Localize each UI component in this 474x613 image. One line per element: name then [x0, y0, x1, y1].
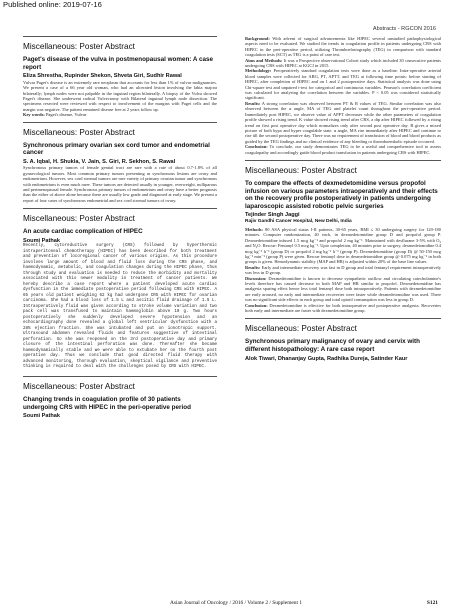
abstract-coagulation-heading	[23, 376, 217, 420]
abstract-vulva	[23, 36, 217, 118]
article-authors: Soumi Pathak	[23, 237, 60, 244]
conclusion-label: Conclusion:	[245, 302, 268, 308]
article-authors: Soumi Pathak	[23, 413, 60, 420]
discussion-label: Discussion:	[245, 275, 267, 281]
article-authors: Tejinder Singh Jaggi	[245, 212, 300, 219]
article-title: Synchronous primary ovarian sex cord tumor and endometrial cancer	[23, 141, 210, 157]
conclusion-paragraph	[245, 144, 441, 155]
background-text: With advent of surgical advancements like HIPEC several unstudied pathophysiological aspects need to be evaluated. We studied the trends in coagulation profile in patients undergoing CRS with HIPEC in the peri-operative period, utilizing Thromboelastography (TEG) in comparison with standard coagulation tests (SCT) as TEG is a point of care test.	[245, 36, 441, 58]
aims-text: It was a Prospective observational Cohort study which included 30 consecutive patients undergoing CRS with HIPEC at KGCI in 2015.	[245, 57, 441, 69]
article-authors: S. A. Iqbal, H. Shukla, V. Jain, S. Giri, R. Sekhon, S. Rawal	[23, 158, 176, 165]
methodology-label: Methodology:	[245, 68, 272, 74]
section-heading: Miscellaneous: Poster Abstract	[23, 36, 217, 51]
background-label: Background:	[245, 36, 270, 41]
results-paragraph	[245, 265, 441, 276]
discussion-paragraph	[245, 276, 441, 303]
abstract-synchronous-cervix	[245, 318, 441, 362]
running-head: Abstracts - RGCON 2016	[372, 26, 436, 32]
keywords-label: Key words:	[23, 112, 45, 118]
article-affiliation: Rajiv Gandhi Cancer Hospital, New Delhi, India	[245, 218, 352, 224]
results-paragraph	[245, 101, 441, 144]
section-heading: Miscellaneous: Poster Abstract	[23, 122, 217, 137]
abstract-synchronous-ovarian	[23, 122, 217, 209]
keywords-text: Paget's disease, Vulvar	[44, 112, 87, 118]
abstract-body: Recently, cytoreductive surgery (CRS) followed by hyperthermic intraperitoneal chemotherapy (HIPEC) has been described for both treatment and prevention of locoregional cancer of various origins. As this procedure involves large amount of blood and fluid loss during the CRS phase, and haemodynamic, metabolic, and coagulation changes during the HIPEC phase, thus through study and evaluation is needed to reduce the morbidity and mortality associated with this newer modality in treatment of cancer patients. We hereby describe a case report where a patient developed acute cardiac dysfunction in the immediate postoperative period following CRS with HIPEC. A 65 years old patient weighing 62 kg had undergone CRS with HIPEC for ovarian carcinoma. She had a blood loss of 1.5 L and ascitic fluid drainage of 1.5 L. Intraoperatively fluid was given according to stroke volume variation and two pack cell was transfused to maintain haemoglobin above 10 g. Two hours postoperatively she suddenly developed severe hypotension and an echocardiography done revealed a global left ventricular dysfunction with a 28% ejection fraction. She was intubated and put on ionotropic support. Ultrasound abdomen revealed fluids and features suggestive of intestinal perforation. So she was reopened on the 3rd postoperative day and primary closure of the intestinal perforation was done. Thereafter she became haemodynamically stable and we were able to extubate her on the fourth post operative day. Thus we conclude that good directed fluid therapy with advanced monitoring, thorough evaluation, skeptical vigilance and preventive thinking is required to deal with the challenges posed by CRS with HIPEC.	[23, 244, 217, 370]
abstract-cardiac-hipec	[23, 208, 217, 376]
methodology-text: Preoperatively standard coagulation tests were done as a baseline. Intra-operative arterial blood samples were collected for ABG, PT, APTT, and TEG at following time points: before starting of HIPEC, after completion of HIPEC and on 1 and 2 postoperative days. Statistical analysis was done using Chi-square test and unpaired t-test for categorical and continuous variables. Pearson's correlation coefficient was calculated for analysing the correlation between the variables. P < 0.05 was considered statistically significant.	[245, 68, 441, 101]
conclusion-label: Conclusion:	[245, 144, 268, 150]
results-text: Early and intermediate recovery was fast in D group and total fentanyl requirement intraoperatively was less in D group.	[245, 264, 441, 276]
article-authors: Eliza Shrestha, Rupinder Shekon, Shveta Giri, Sudhir Rawal	[23, 73, 182, 80]
abstract-dexmedetomidine	[245, 160, 441, 318]
article-title: Paget's disease of the vulva in postmenopausal women: A case report	[23, 56, 213, 71]
methods-text: 80 ASA physical status I-II patients, 30-65 years, BMI ≤ 30 undergoing surgery for 120-180 minutes. Computer randomization, 40 each, in dexmedetomidine group D and propofol group P. Dexmedetomidine infused 1.5 mcg kg⁻¹ and propofol 2 mg kg⁻¹. Maintained with desflurane 3-5% with O₂ and N₂O. Rescue: Fentanyl 0.5 mcg kg⁻¹. Upto completion, 40 minutes prior to surgery, dexmedetomidine 0.4 mcg kg⁻¹ h⁻¹ (group D) or propofol 2 mg kg⁻¹ h⁻¹ (group P). Dexmedetomidine (group D) @ 50-150 mcg kg⁻¹ min⁻¹ (group P) were given. Rescue fentanyl dose in dexmedetomidine group @ 0.075 mg kg⁻¹ in both groups is given. Hemodynamic stability (MAP and HR) is adjusted within 20% of the base line values.	[245, 226, 441, 265]
journal-citation: Asian Journal of Oncology / 2016 / Volume 2 / Supplement 1	[170, 600, 303, 606]
methods-paragraph	[245, 227, 441, 265]
keywords-line	[23, 112, 217, 117]
methodology-paragraph	[245, 68, 441, 100]
right-column	[245, 36, 441, 362]
article-title: To compare the effects of dexmedetomidine versus propofol infusion on various parameters intraoperatively and their effects on the recovery profile postoperatively in patients undergoing laparoscopic assisted robotic pelvic surgeries	[245, 179, 438, 210]
aims-paragraph	[245, 58, 441, 69]
conclusion-text: To conclude, our study demonstrates TEG to be a useful and comprehensive tool to assess coagulopathy and accordingly guide blood product transfusion in patients undergoing CRS with HIPEC.	[245, 144, 441, 155]
abstract-body: Synchronous primary tumors of female genital tract are rare with a rate of about 0.7-1.8% of all gynaecological tumors. Most common primary tumors presenting as synchronous lesions are ovary and endometrium. However, sex cord stromal tumors are rare variety of primary ovarian tumor and synchronous with endometrium is even much rarer. These tumors are detected usually in younger, overweight, nulliparous and perimenopausal female. Synchronous primary tumors of endometrium and ovary have a better prognosis than the either of above alone because these are usually low grade and diagnosed at early stage. We present a report of four cases of synchronous endometrial and sex cord stromal tumors of ovary.	[23, 165, 217, 203]
conclusion-text: Dexmedetomidine is effective for both intraoperative and postoperative analgesia. Recoveries both early and intermediate are faster with dexmedetomidine group.	[245, 302, 441, 313]
results-label: Results:	[245, 100, 261, 106]
published-date: Published online: 2019-07-16	[3, 0, 102, 9]
results-label: Results:	[245, 264, 261, 270]
aims-label: Aims and Methods:	[245, 57, 283, 63]
methods-label: Methods:	[245, 226, 263, 232]
discussion-text: Dexmedetomidine is known to decrease sympathetic outflow and circulating catecholamine's levels therefore has caused decrease in both MAP and HR similar to propofol. Dexmedetomidine has analgesia sparing effect hence less total fentanyl dose both intraoperatively. Patients with dexmedetomidine are early aroused, no early and intermediate recoveries were faster while dexmedetomidine was used. There was no significant side effects in each group and total opioid consumption was less in group D.	[245, 275, 441, 303]
left-column	[23, 36, 217, 420]
abstract-body: Vulvar Paget's disease is an extremely rare neoplasm that accounts for less than 1% of vulvar malignancies. We present a case of a 66 year old woman, who had an ulcerated lesion involving the labia majora bilaterally; lymph nodes were not palpable in the inguinal region bilaterally. A biopsy of the Vulva showed Paget's disease. She underwent radical Vulvectomy with Bilateral inguinal lymph node dissection. The specimens resected were reviewed with respect to involvement of the margins with Paget cells and the margin was negative. The patient remained disease free at 2 years follow up.	[23, 79, 217, 112]
section-heading: Miscellaneous: Poster Abstract	[245, 160, 441, 175]
article-authors: Alok Tiwari, Dhananjay Gupta, Radhika Dureja, Satinder Kaur	[245, 355, 408, 362]
section-heading: Miscellaneous: Poster Abstract	[23, 208, 217, 223]
page-number: S121	[426, 600, 438, 606]
article-title: An acute cardiac complication of HIPEC	[23, 228, 143, 236]
background-paragraph	[245, 36, 441, 58]
section-heading: Miscellaneous: Poster Abstract	[23, 376, 217, 391]
article-title: Changing trends in coagulation profile of 30 patients undergoing CRS with HIPEC in the peri-operative period	[23, 395, 191, 411]
results-text: A strong correlation was observed between PT & R values of TEG. Similar correlation was also observed between the α angle, MA of TEG and platelet count throughout the peri-operative period. Immediately post HIPEC, we observe value of APPT decreases while the other parameters of coagulation profile showed a rising trend. K value showed rising trend after CRS, a dip after HIPEC followed by a rising trend on first post operative day which normalizes only after second post operative day. R gives a mixed picture of both hypo and hyper coagulable state. α angle, MA rise immediately after HIPEC and continue to rise till the second postoperative day. There was no requirement of transfusion of blood and blood products as guided by the TEG findings and no clinical evidence of any bleeding or thromboembolic episode occurred.	[245, 100, 441, 144]
conclusion-paragraph	[245, 303, 441, 314]
article-title: Synchronous primary malignancy of ovary and cervix with different histopathology: A rare case report	[245, 338, 420, 353]
section-heading: Miscellaneous: Poster Abstract	[245, 318, 441, 333]
abstract-coagulation-continued	[245, 36, 441, 160]
